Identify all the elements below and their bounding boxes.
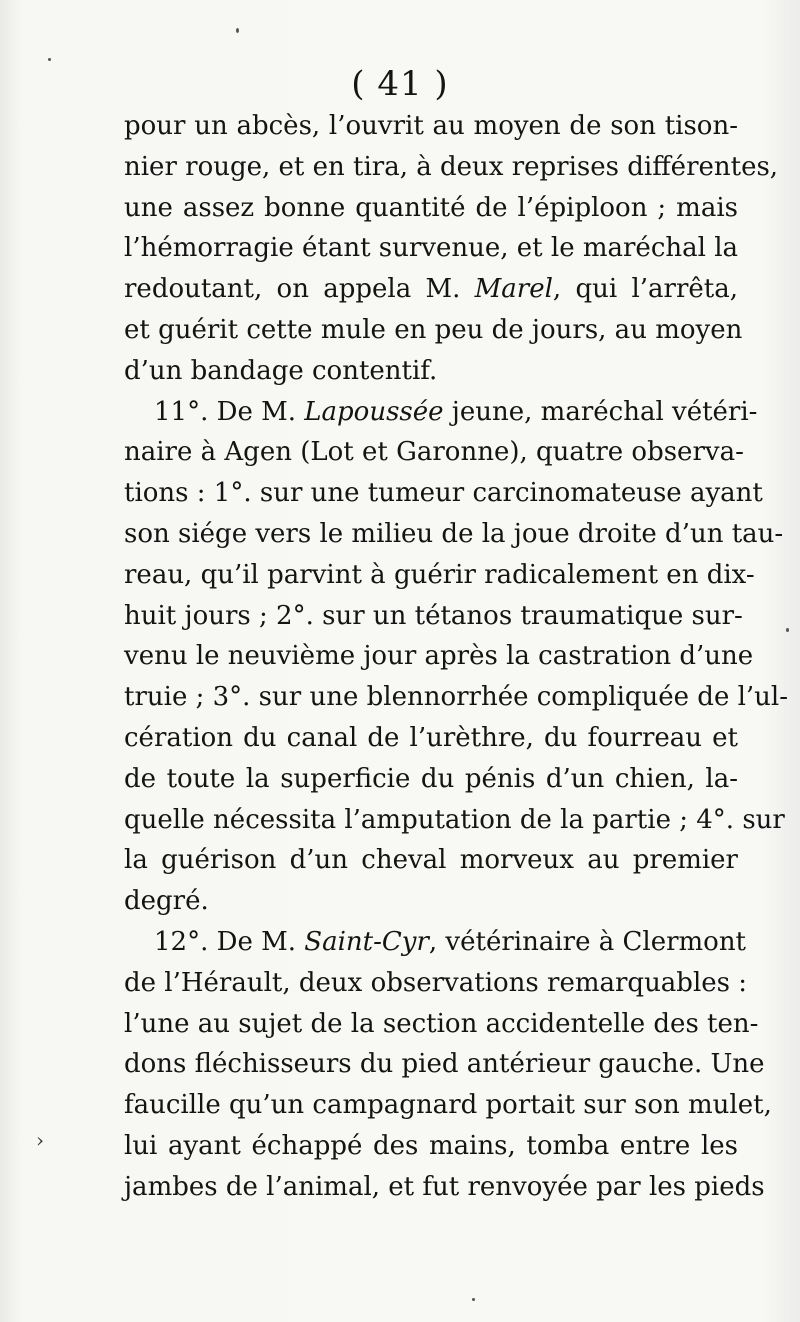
text-segment: degré. [124, 886, 209, 917]
text-line [124, 473, 763, 514]
text-line [124, 759, 738, 800]
text-segment: de toute la superficie du pénis d’un chien, la- [124, 763, 738, 794]
text-line [124, 881, 738, 922]
page-number: ( 41 ) [351, 64, 449, 104]
text-segment: l’hémorragie étant survenue, et le maréchal la [124, 233, 739, 264]
ink-speck [786, 628, 789, 632]
text-segment: une assez bonne quantité de l’épiploon ; mais [124, 192, 738, 223]
text-line [124, 147, 779, 188]
margin-mark: › [36, 1128, 44, 1152]
text-line [124, 1004, 759, 1045]
text-line [124, 1044, 765, 1085]
text-segment: pour un abcès, l’ouvrit au moyen de son tison- [124, 111, 738, 141]
text-segment: huit jours ; 2°. sur un tétanos traumatique sur- [124, 600, 743, 631]
text-line [124, 1085, 772, 1126]
text-segment: son siége vers le milieu de la joue droite d’un tau- [124, 518, 784, 549]
text-segment: 11°. De M. [154, 396, 305, 427]
text-line [124, 514, 784, 555]
text-segment: jambes de l’animal, et fut renvoyée par les pieds [124, 1171, 765, 1202]
text-segment: redoutant, on appela M. [124, 274, 475, 305]
text-line [124, 800, 785, 841]
text-line [124, 432, 744, 473]
text-line [124, 392, 758, 433]
text-segment: nier rouge, et en tira, à deux reprises différentes, [124, 151, 779, 182]
text-segment: quelle nécessita l’amputation de la partie ; 4°. sur [124, 804, 785, 835]
text-line [124, 351, 738, 392]
text-line [124, 310, 743, 351]
text-segment: de l’Hérault, deux observations remarquables : [124, 967, 748, 998]
ink-speck [48, 58, 51, 61]
ink-speck [472, 1298, 475, 1301]
italic-name: Lapoussée [304, 396, 444, 427]
text-segment: naire à Agen (Lot et Garonne), quatre observa- [124, 437, 744, 468]
text-line [124, 269, 738, 310]
text-line [124, 596, 743, 637]
text-line [124, 1126, 738, 1167]
text-segment: faucille qu’un campagnard portait sur son mulet, [124, 1090, 772, 1121]
text-line [124, 922, 747, 963]
text-segment: dons fléchisseurs du pied antérieur gauche. Une [124, 1049, 765, 1080]
text-segment: , qui l’arrêta, [552, 274, 738, 305]
text-segment: , vétérinaire à Clermont [428, 926, 747, 957]
text-line [124, 840, 738, 881]
text-segment: la guérison d’un cheval morveux au premier [124, 845, 738, 876]
ink-speck [236, 28, 239, 33]
text-line [124, 1167, 765, 1208]
italic-name: Marel [474, 274, 553, 305]
text-segment: venu le neuvième jour après la castration d’une [124, 641, 754, 672]
text-line [124, 106, 738, 147]
text-line [124, 228, 738, 269]
text-line [124, 188, 738, 229]
text-segment: lui ayant échappé des mains, tomba entre les [124, 1130, 738, 1161]
text-segment: truie ; 3°. sur une blennorrhée compliquée de l’ul- [124, 682, 789, 713]
text-segment: et guérit cette mule en peu de jours, au moyen [124, 314, 743, 345]
text-line [124, 718, 738, 759]
text-segment: l’une au sujet de la section accidentelle des ten- [124, 1008, 759, 1039]
text-segment: 12°. De M. [154, 926, 305, 957]
italic-name: Saint-Cyr [304, 926, 429, 957]
text-segment: tions : 1°. sur une tumeur carcinomateuse ayant [124, 478, 763, 509]
text-segment: reau, qu’il parvint à guérir radicalement en dix- [124, 559, 755, 590]
text-segment: d’un bandage contentif. [124, 355, 438, 386]
text-line [124, 963, 748, 1004]
text-line [124, 636, 754, 677]
body-text [124, 106, 789, 1208]
text-line [124, 555, 755, 596]
text-segment: cération du canal de l’urèthre, du fourreau et [124, 722, 738, 753]
text-segment: jeune, maréchal vétéri- [443, 396, 758, 427]
text-line [124, 677, 789, 718]
